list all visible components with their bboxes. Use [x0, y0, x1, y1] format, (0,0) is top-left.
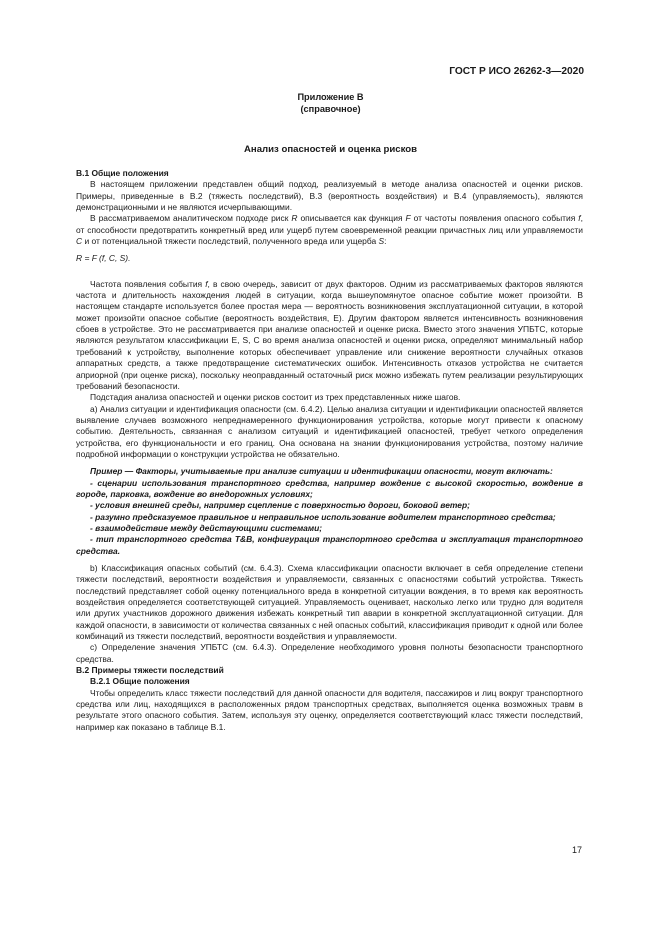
example-item: - взаимодействие между действующими системами; [90, 522, 323, 533]
section-title: Анализ опасностей и оценка рисков [243, 144, 418, 155]
heading-b2-1: В.2.1 Общие положения [90, 676, 190, 687]
page-number: 17 [571, 845, 582, 855]
heading-b2: В.2 Примеры тяжести последствий [76, 665, 224, 676]
example-intro: Пример — Факторы, учитываемые при анализе ситуации и идентификации опасности, могут включать: [90, 466, 553, 477]
example-item: - условия внешней среды, например сцепление с поверхностью дороги, боковой ветер; [90, 500, 470, 511]
paragraph: b) Классификация опасных событий (см. 6.4.3). Схема классификации опасности включает в себя определение степени тяжести последствий, вероятности воздействия и управляемости, связанных с опасностями событий устройства. Тяжесть последствий представляет собой оценку потенциального вреда в конкретной ситуации вождения, в то время как вероятность воздействия определяется соответствующей ситуацией. Управляемость оценивает, насколько легко или трудно для водителя или других участников дорожного движения избежать конкретный тип аварии в конкретной эксплуатационной ситуации. Для каждой опасности, в зависимости от количества связанных с ней опасных событий, классификация приводит к одной или более комбинаций из тяжести последствий, вероятности воздействия и управляемости. [76, 563, 583, 642]
heading-b1: В.1 Общие положения [76, 168, 169, 178]
appendix-subtitle: (справочное) [300, 104, 361, 114]
example-item: - тип транспортного средства T&B, конфигурация транспортного средства и эксплуатация транспортного средства. [76, 534, 583, 556]
appendix-title: Приложение В [297, 92, 364, 102]
example-item: - сценарии использования транспортного средства, например вождение с высокой скоростью, вождение в городе, парковка, вождение во внедорожных условиях; [76, 477, 583, 499]
paragraph: В рассматриваемом аналитическом подходе риск R описывается как функция F от частоты появления опасного события f, от способности предотвратить конкретный вред или ущерб путем своевременной реакции причастных лиц или управляемости C и от потенциальной тяжести последствий, полученного вреда или ущерба S: [76, 213, 583, 247]
paragraph: c) Определение значения УПБТС (см. 6.4.3). Определение необходимого уровня полноты безопасности транспортного средства. [76, 642, 583, 664]
example-item: - разумно предсказуемое правильное и неправильное использование водителем транспортного средства; [90, 511, 556, 522]
formula: R = F (f, C, S). [76, 253, 131, 264]
paragraph: Частота появления события f, в свою очередь, зависит от двух факторов. Одним из рассматриваемых факторов являются частота и длительность нахождения людей в ситуации, когда вышеупомянутое опасное событие может произойти. В настоящем стандарте используется более простая мера — вероятность возникновения эксплуатационной ситуации, в которой может произойти опасное событие (вероятность воздействия, E). Другим фактором является интенсивность возникновения сбоев в устройстве. Это не рассматривается при анализе опасностей и оценке риска. Вместо этого значения УПБТС, которые являются результатом классификации E, S, C во время анализа опасностей и оценки риска, определяют минимальный набор требований к устройству, выполнение которых обеспечивает управление или снижение вероятности случайных отказов аппаратных средств, а также предотвращение систематических ошибок. Интенсивность отказов устройства не считается априорной (при оценке риска), поскольку неоправданный остаточный риск можно избежать путем реализации результирующих требований безопасности. [76, 278, 583, 391]
document-id: ГОСТ Р ИСО 26262-3—2020 [449, 66, 584, 77]
paragraph: Подстадия анализа опасностей и оценки рисков состоит из трех представленных ниже шагов. [90, 392, 461, 403]
document-body [76, 168, 583, 733]
paragraph: Чтобы определить класс тяжести последствий для данной опасности для водителя, пассажиров и лиц вокруг транспортного средства или лиц, находящихся в расположенных рядом транспортных средствах, выполняется оценка возможных травм в результате этого опасного события. Затем, используя эту оценку, определяется соответствующий класс тяжести последствий, например как показано в таблице В.1. [76, 687, 583, 732]
paragraph: В настоящем приложении представлен общий подход, реализуемый в методе анализа опасностей и оценки рисков. Примеры, приведенные в В.2 (тяжесть последствий), В.3 (вероятность воздействия) и В.4 (управляемость), являются демонстрационными и не являются исчерпывающими. [76, 179, 583, 213]
paragraph: а) Анализ ситуации и идентификация опасности (см. 6.4.2). Целью анализа ситуации и идентификации опасностей является выявление случаев возможного непреднамеренного функционирования устройства, которые могут привести к опасному событию. Деятельность, связанная с анализом ситуаций и идентификацией опасностей, требует четкого определения устройства, его функциональности и его границ. Она основана на знании функционирования устройства, поэтому наличие подробной информации о конструкции устройства не обязательно. [76, 403, 583, 459]
